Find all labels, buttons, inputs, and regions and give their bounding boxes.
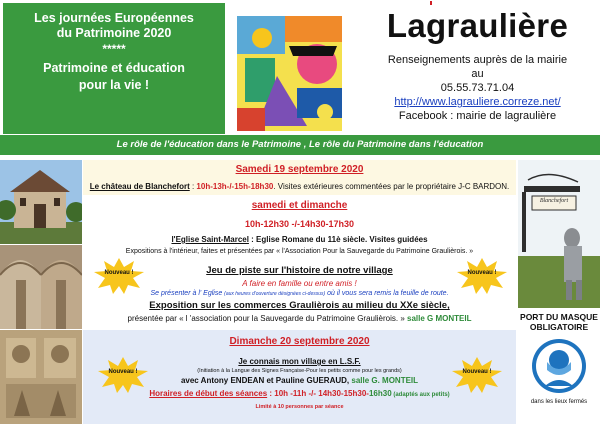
chateau-hours: 10h-13h-/-15h-18h30 xyxy=(196,182,274,191)
romanesque-capital-photo xyxy=(0,330,82,424)
accent-mark xyxy=(430,1,432,5)
sessions-limit: Limité à 10 personnes par séance xyxy=(255,404,344,410)
town-name: Lagraulière xyxy=(386,7,569,44)
chateau-sign-text: Blanchefort xyxy=(539,198,569,204)
saturday-section xyxy=(83,160,516,195)
church-expo: Expositions à l'intérieur, faites et présentées par « l'Association Pour la Sauvegarde du Patrimoine Graulièrois. » xyxy=(125,248,474,255)
town-header xyxy=(355,0,600,123)
theme-banner: Le rôle de l'éducation dans le Patrimoine , Le rôle du Patrimoine dans l'éducation xyxy=(0,135,600,155)
website-link[interactable]: http://www.lagrauliere.correze.net/ xyxy=(394,96,561,108)
new-badge-2 xyxy=(457,258,507,294)
treasure-hunt-info xyxy=(83,289,516,299)
event-theme-line-2: pour la vie ! xyxy=(78,78,150,92)
mask-notice xyxy=(518,308,600,406)
sunday-heading: Dimanche 20 septembre 2020 xyxy=(229,336,370,347)
new-badge-3-label: Nouveau ! xyxy=(108,369,138,375)
new-badge-4 xyxy=(452,357,502,393)
sessions-note: (adaptés aux petits) xyxy=(391,392,450,398)
church-line xyxy=(83,234,516,245)
treasure-hunt-title: Jeu de piste sur l'histoire de notre village xyxy=(206,265,393,276)
lsf-place: salle G. MONTEIL xyxy=(349,376,419,385)
mask-icon xyxy=(529,336,589,396)
info-line: Renseignements auprès de la mairie xyxy=(387,54,568,66)
lsf-hosts: avec Antony ENDEAN et Pauline GUERAUD, xyxy=(180,376,350,385)
sessions-last: 16h30 xyxy=(368,389,392,398)
saturday-heading: Samedi 19 septembre 2020 xyxy=(235,164,364,175)
church-interior-photo xyxy=(0,245,82,329)
event-theme-line-1: Patrimoine et éducation xyxy=(43,61,185,75)
lsf-initiation: (Initiation à la Langue des Signes Française-Pour les petits comme pour les grands) xyxy=(197,368,402,374)
event-title-box xyxy=(3,3,225,134)
new-badge-1-label: Nouveau ! xyxy=(104,270,134,276)
event-title-line-2: du Patrimoine 2020 xyxy=(56,26,172,40)
colorful-illustration xyxy=(237,16,342,131)
phone-number: 05.55.73.71.04 xyxy=(440,82,515,94)
weekend-heading: samedi et dimanche xyxy=(251,200,348,211)
sessions-label: Horaires de début des séances xyxy=(149,389,268,398)
church-desc: : Eglise Romane du 11è siècle. Visites guidées xyxy=(248,235,428,244)
lsf-title: Je connais mon village en L.S.F. xyxy=(238,357,361,366)
treasure-hunt-tagline: A faire en famille ou entre amis ! xyxy=(242,279,357,288)
treasure-hunt-info-a: Se présenter à l' Eglise xyxy=(150,290,225,297)
event-title-stars: ***** xyxy=(102,42,126,56)
commerce-expo-place: salle G MONTEIL xyxy=(404,314,472,323)
new-badge-3 xyxy=(98,357,148,393)
treasure-hunt-info-b: (aux heures d'ouverture désignées ci-dessus) xyxy=(224,291,326,297)
info-at: au xyxy=(471,68,484,80)
saturday-visit-line: Le château de Blanchefort : 10h-13h-/-15h-18h30. Visites extérieures commentées par le propriétaire J-C BARDON. xyxy=(89,182,510,191)
commerce-expo-desc: présentée par « l 'association pour la Sauvegarde du Patrimoine Graulièrois. » xyxy=(127,314,405,323)
mask-title-2: OBLIGATOIRE xyxy=(529,322,589,332)
new-badge-2-label: Nouveau ! xyxy=(467,270,497,276)
new-badge-4-label: Nouveau ! xyxy=(462,369,492,375)
commerce-expo-title: Exposition sur les commerces Graulièrois au milieu du XXe siècle, xyxy=(149,300,450,311)
mask-title-1: PORT DU MASQUE xyxy=(520,312,598,322)
facebook-line: Facebook : mairie de lagraulière xyxy=(398,110,557,122)
chateau-name: Le château de Blanchefort xyxy=(89,182,190,191)
treasure-hunt-info-c: où il vous sera remis la feuille de route. xyxy=(325,290,449,297)
event-title-line-1: Les journées Européennes xyxy=(34,11,194,25)
commerce-expo-line xyxy=(83,313,516,324)
new-badge-1 xyxy=(94,258,144,294)
chateau-photo xyxy=(0,160,82,244)
weekend-hours: 10h-12h30 -/-14h30-17h30 xyxy=(244,219,355,229)
sessions-hours: : 10h -11h -/- 14h30-15h30- xyxy=(267,389,369,398)
church-name: l'Eglise Saint-Marcel xyxy=(171,235,249,244)
chateau-sign-photo xyxy=(518,160,600,308)
weekend-section xyxy=(83,196,516,330)
chateau-desc: . Visites extérieures commentées par le propriétaire J-C BARDON. xyxy=(273,182,510,191)
mask-caption: dans les lieux fermés xyxy=(530,399,588,405)
